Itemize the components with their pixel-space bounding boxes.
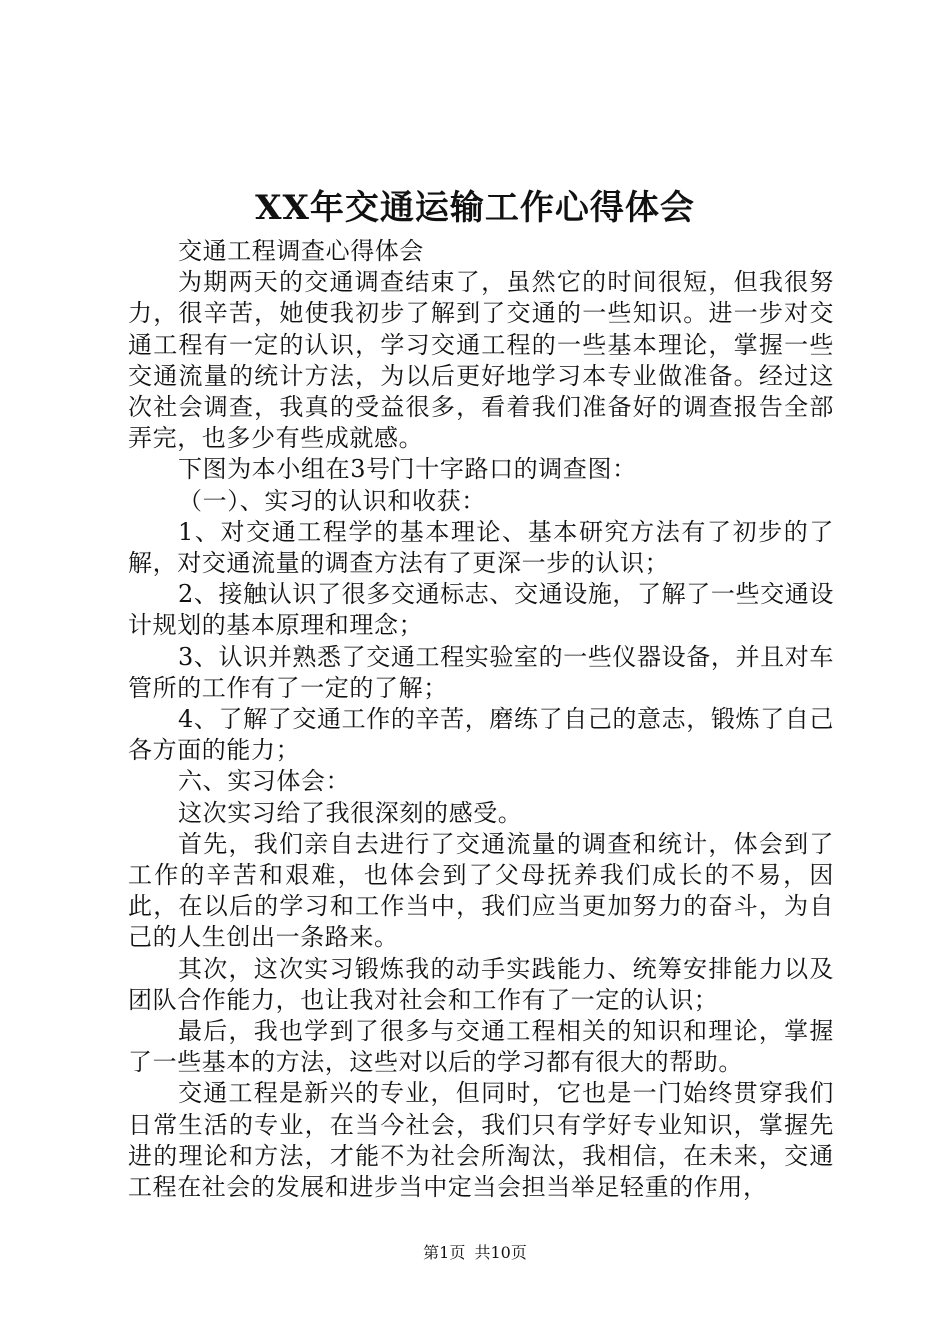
paragraph: 2、接触认识了很多交通标志、交通设施，了解了一些交通设计规划的基本原理和理念； xyxy=(128,580,834,640)
page-number: 第1页 xyxy=(423,1243,466,1262)
paragraph: 首先，我们亲自去进行了交通流量的调查和统计，体会到了工作的辛苦和艰难，也体会到了父母抚养我们成长的不易，因此，在以后的学习和工作当中，我们应当更加努力的奋斗，为自己的人生创出一条路来。 xyxy=(128,829,834,952)
paragraph: 交通工程调查心得体会 xyxy=(178,237,424,265)
paragraph: 交通工程是新兴的专业，但同时，它也是一门始终贯穿我们日常生活的专业，在当今社会，我们只有学好专业知识，掌握先进的理论和方法，才能不为社会所淘汰，我相信，在未来，交通工程在社会的发展和进步当中定当会担当举足轻重的作用， xyxy=(128,1079,834,1202)
page-total: 共10页 xyxy=(474,1243,527,1262)
paragraph: 其次，这次实习锻炼我的动手实践能力、统筹安排能力以及团队合作能力，也让我对社会和工作有了一定的认识； xyxy=(128,954,834,1014)
paragraph: 1、对交通工程学的基本理论、基本研究方法有了初步的了解，对交通流量的调查方法有了更深一步的认识； xyxy=(128,517,834,578)
paragraph: 最后，我也学到了很多与交通工程相关的知识和理论，掌握了一些基本的方法，这些对以后的学习都有很大的帮助。 xyxy=(128,1017,834,1077)
paragraph: （一）、实习的认识和收获： xyxy=(178,486,486,515)
paragraph: 六、实习体会： xyxy=(178,767,351,796)
paragraph: 这次实习给了我很深刻的感受。 xyxy=(178,798,523,827)
document-title: XX年交通运输工作心得体会 xyxy=(255,188,695,228)
page-footer xyxy=(0,1242,950,1264)
paragraph: 4、了解了交通工作的辛苦，磨练了自己的意志，锻炼了自己各方面的能力； xyxy=(128,705,834,765)
paragraph: 为期两天的交通调查结束了，虽然它的时间很短，但我很努力，很辛苦，她使我初步了解到了交通的一些知识。进一步对交通工程有一定的认识，学习交通工程的一些基本理论，掌握一些交通流量的统计方法，为以后更好地学习本专业做准备。经过这次社会调查，我真的受益很多，看着我们准备好的调查报告全部弄完，也多少有些成就感。 xyxy=(128,268,834,453)
paragraph: 3、认识并熟悉了交通工程实验室的一些仪器设备，并且对车管所的工作有了一定的了解； xyxy=(128,642,834,702)
paragraph: 下图为本小组在3号门十字路口的调查图： xyxy=(178,455,637,484)
document-body xyxy=(128,236,834,1203)
